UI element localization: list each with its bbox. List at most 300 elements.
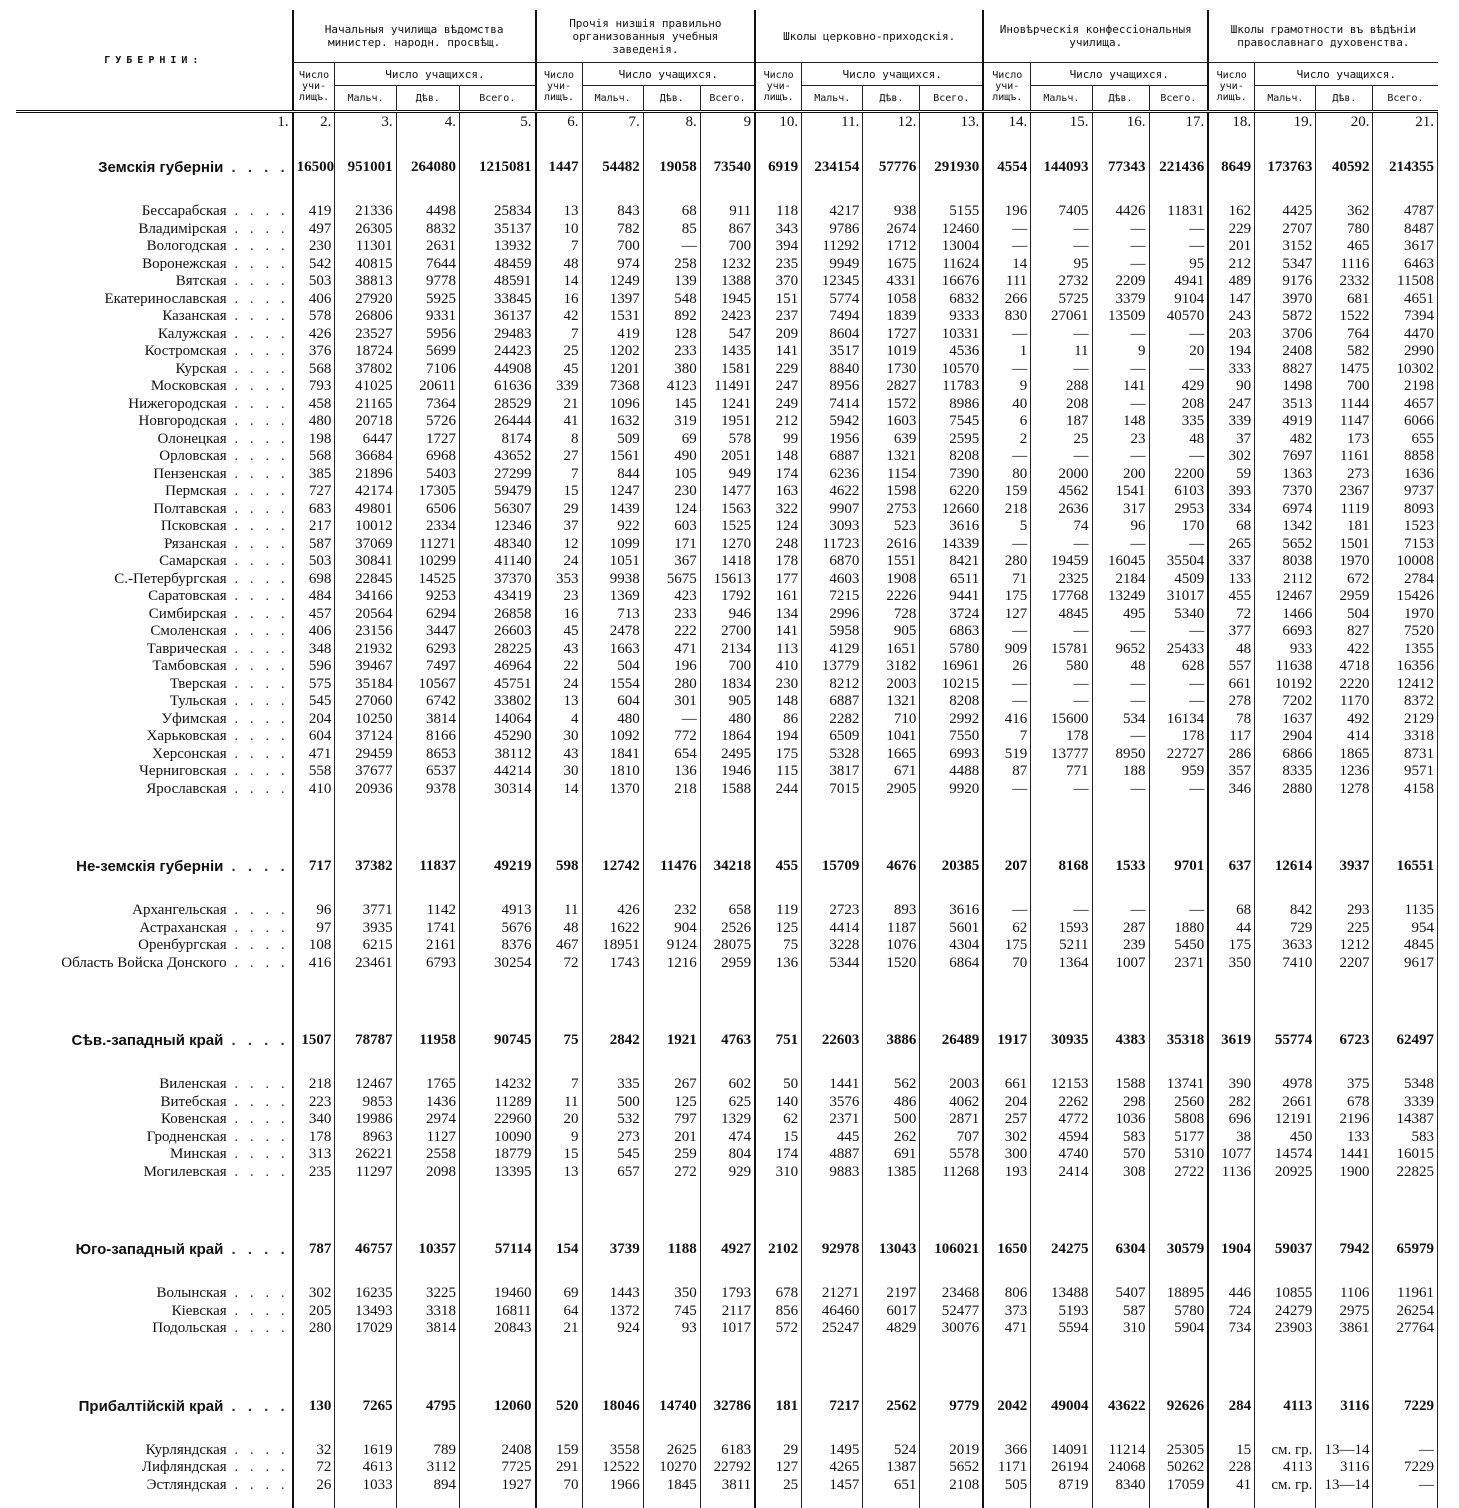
table-cell: 604 (582, 693, 643, 711)
table-cell: — (1149, 623, 1208, 641)
header-gubernii: ГУБЕРНІИ: (16, 10, 293, 112)
table-cell: 523 (863, 518, 920, 536)
table-cell: 93 (643, 1320, 700, 1338)
gubernia-name: Херсонская (152, 746, 226, 762)
table-cell: 698 (293, 571, 335, 589)
table-cell: 148 (755, 693, 801, 711)
header-girls: Дѣв. (1092, 86, 1149, 112)
column-number: 7. (582, 112, 643, 134)
table-cell: 3152 (1255, 238, 1316, 256)
table-cell: 28529 (460, 396, 536, 414)
table-cell: 72 (1208, 606, 1254, 624)
table-cell: 471 (643, 641, 700, 659)
section-total-value: 207 (983, 852, 1031, 882)
table-cell: 247 (755, 378, 801, 396)
table-row: Кіевская . . . . 205 13493 3318 16811 64 1372 745 2117 856 46460 6017 52477 373 5193 587 5780 724 24279 2975 26254 (16, 1303, 1438, 1321)
table-cell: 710 (863, 711, 920, 729)
table-cell: 410 (293, 781, 335, 799)
table-cell: 8335 (1255, 763, 1316, 781)
table-cell: 2674 (863, 221, 920, 239)
table-cell: — (1031, 361, 1092, 379)
table-cell: 10299 (396, 553, 459, 571)
table-cell: 29459 (335, 746, 396, 764)
table-cell: 4129 (802, 641, 863, 659)
section-total-value: 7229 (1373, 1392, 1438, 1422)
table-cell: 205 (293, 1303, 335, 1321)
header-boys: Мальч. (582, 86, 643, 112)
table-cell: 340 (293, 1111, 335, 1129)
table-cell: 8986 (920, 396, 983, 414)
gubernia-name: Виленская (159, 1076, 226, 1092)
table-cell: 5942 (802, 413, 863, 431)
table-cell: 26194 (1031, 1459, 1092, 1477)
table-cell: 974 (582, 256, 643, 274)
table-cell: 343 (755, 221, 801, 239)
table-cell: 4414 (802, 920, 863, 938)
table-cell: 30 (536, 728, 582, 746)
table-cell: 713 (582, 606, 643, 624)
table-cell: 235 (755, 256, 801, 274)
table-cell: 7405 (1031, 203, 1092, 221)
table-cell: 13932 (460, 238, 536, 256)
table-cell: 696 (1208, 1111, 1254, 1129)
table-cell: 1598 (863, 483, 920, 501)
table-cell: 4887 (802, 1146, 863, 1164)
gubernia-name: Самарская (159, 553, 227, 569)
table-cell: 416 (293, 955, 335, 973)
table-cell: 30841 (335, 553, 396, 571)
table-cell: 867 (700, 221, 755, 239)
section-total-value: 12742 (582, 852, 643, 882)
table-cell: 1665 (863, 746, 920, 764)
table-cell: 15 (536, 1146, 582, 1164)
table-cell: 422 (1316, 641, 1373, 659)
header-group-4: Иновѣрческія конфессіональныя училища. (983, 10, 1208, 63)
table-cell: 7545 (920, 413, 983, 431)
table-row: Тамбовская . . . . 596 39467 7497 46964 22 504 196 700 410 13779 3182 16961 26 580 48 628 557 11638 4718 16356 (16, 658, 1438, 676)
section-name: Сѣв.-западный край (72, 1032, 224, 1049)
table-cell: 8840 (802, 361, 863, 379)
section-total-value: 54482 (582, 153, 643, 183)
gubernia-name: Оренбургская (138, 937, 227, 953)
section-total-value: 65979 (1373, 1235, 1438, 1265)
table-cell: 36137 (460, 308, 536, 326)
table-cell: 136 (643, 763, 700, 781)
table-cell: 1201 (582, 361, 643, 379)
table-cell: 30076 (920, 1320, 983, 1338)
table-cell: 1554 (582, 676, 643, 694)
table-cell: 583 (1092, 1129, 1149, 1147)
table-cell: 532 (582, 1111, 643, 1129)
table-cell: 1572 (863, 396, 920, 414)
table-cell: 218 (983, 501, 1031, 519)
table-cell: 2625 (643, 1442, 700, 1460)
header-pupils: Число учащихся. (1255, 63, 1438, 86)
table-cell: 9378 (396, 781, 459, 799)
table-cell: 171 (643, 536, 700, 554)
table-cell: — (1092, 781, 1149, 799)
table-cell: 293 (1316, 902, 1373, 920)
table-cell: 1051 (582, 553, 643, 571)
header-group-1: Начальныя училища вѣдомства министер. народн. просвѣщ. (293, 10, 536, 63)
table-cell: — (1031, 781, 1092, 799)
table-cell: 486 (863, 1094, 920, 1112)
header-pupils: Число учащихся. (802, 63, 984, 86)
header-boys: Мальч. (802, 86, 863, 112)
table-cell: 68 (643, 203, 700, 221)
section-total-value: 55774 (1255, 1026, 1316, 1056)
table-cell: 95 (1149, 256, 1208, 274)
table-cell: 125 (643, 1094, 700, 1112)
table-cell: 175 (1208, 937, 1254, 955)
table-cell: 911 (700, 203, 755, 221)
table-cell: 26 (983, 658, 1031, 676)
table-cell: 46460 (802, 1303, 863, 1321)
table-cell: 12660 (920, 501, 983, 519)
section-total-value: 16551 (1373, 852, 1438, 882)
section-total-value: 34218 (700, 852, 755, 882)
table-cell: 1077 (1208, 1146, 1254, 1164)
section-total-value: 598 (536, 852, 582, 882)
table-cell: 24279 (1255, 1303, 1316, 1321)
table-cell: 1619 (335, 1442, 396, 1460)
table-cell: 218 (293, 1076, 335, 1094)
table-row: Псковская . . . . 217 10012 2334 12346 37 922 603 1525 124 3093 523 3616 5 74 96 170 68 1342 181 1523 (16, 518, 1438, 536)
table-cell: 170 (1149, 518, 1208, 536)
table-cell: 678 (1316, 1094, 1373, 1112)
table-cell: — (1149, 361, 1208, 379)
table-cell: 96 (1092, 518, 1149, 536)
table-cell: 302 (293, 1285, 335, 1303)
table-cell: 7368 (582, 378, 643, 396)
section-total-value: 90745 (460, 1026, 536, 1056)
table-cell: 1712 (863, 238, 920, 256)
table-cell: 33845 (460, 291, 536, 309)
table-cell: — (1031, 326, 1092, 344)
table-cell: 12345 (802, 273, 863, 291)
table-cell: 136 (755, 955, 801, 973)
table-cell: — (1373, 1477, 1438, 1495)
table-cell: 7520 (1373, 623, 1438, 641)
table-cell: 1523 (1373, 518, 1438, 536)
table-cell: 8956 (802, 378, 863, 396)
table-cell: 13779 (802, 658, 863, 676)
table-cell: 734 (1208, 1320, 1254, 1338)
table-row: Оренбургская . . . . 108 6215 2161 8376 467 18951 9124 28075 75 3228 1076 4304 175 5211 239 5450 175 3633 1212 4845 (16, 937, 1438, 955)
table-cell: 5193 (1031, 1303, 1092, 1321)
table-cell: 31017 (1149, 588, 1208, 606)
table-cell: 25247 (802, 1320, 863, 1338)
table-cell: — (1031, 536, 1092, 554)
column-number: 2. (293, 112, 335, 134)
table-cell: 4613 (335, 1459, 396, 1477)
table-cell: 2827 (863, 378, 920, 396)
section-total-value: 49004 (1031, 1392, 1092, 1422)
table-cell: 1278 (1316, 781, 1373, 799)
table-cell: 661 (1208, 676, 1254, 694)
table-cell: 8208 (920, 693, 983, 711)
table-cell: 1531 (582, 308, 643, 326)
table-cell: 9778 (396, 273, 459, 291)
table-cell: 2959 (1316, 588, 1373, 606)
table-cell: 273 (582, 1129, 643, 1147)
spacer-row (16, 1056, 1438, 1076)
table-cell: — (1373, 1442, 1438, 1460)
table-cell: 1212 (1316, 937, 1373, 955)
table-cell: 830 (983, 308, 1031, 326)
table-cell: 370 (755, 273, 801, 291)
table-cell: 48 (536, 920, 582, 938)
table-cell: 117 (1208, 728, 1254, 746)
table-cell: 2098 (396, 1164, 459, 1182)
table-cell: 2478 (582, 623, 643, 641)
table-cell: 856 (755, 1303, 801, 1321)
table-cell: 8604 (802, 326, 863, 344)
section-total-value: 49219 (460, 852, 536, 882)
table-cell: 11292 (802, 238, 863, 256)
table-cell: 6864 (920, 955, 983, 973)
table-cell: 278 (1208, 693, 1254, 711)
table-cell: 237 (755, 308, 801, 326)
header-count: Число учи- лищъ. (1208, 63, 1254, 112)
table-cell: 16235 (335, 1285, 396, 1303)
table-cell: 426 (582, 902, 643, 920)
table-cell: 26806 (335, 308, 396, 326)
table-cell: 5340 (1149, 606, 1208, 624)
table-cell: 13004 (920, 238, 983, 256)
table-cell: 7390 (920, 466, 983, 484)
table-cell: 2371 (802, 1111, 863, 1129)
table-row: Область Войска Донского . . . . 416 23461 6793 30254 72 1743 1216 2959 136 5344 1520 6864 70 1364 1007 2371 350 7410 2207 9617 (16, 955, 1438, 973)
table-cell: 954 (1373, 920, 1438, 938)
table-cell: 1675 (863, 256, 920, 274)
section-total-value: 1447 (536, 153, 582, 183)
table-cell: 259 (643, 1146, 700, 1164)
table-cell: 9571 (1373, 763, 1438, 781)
table-row: Курская . . . . 568 37802 7106 44908 45 1201 380 1581 229 8840 1730 10570 — — — — 333 8827 1475 10302 (16, 361, 1438, 379)
table-cell: 9253 (396, 588, 459, 606)
table-cell: 5676 (460, 920, 536, 938)
table-cell: 524 (863, 1442, 920, 1460)
table-cell: 1966 (582, 1477, 643, 1495)
section-total-row: Юго-западный край . . . . 787 46757 10357 57114 154 3739 1188 4927 2102 92978 13043 106021 1650 24275 6304 30579 1904 59037 7942 65979 (16, 1235, 1438, 1265)
table-cell: 480 (582, 711, 643, 729)
section-total-value: 951001 (335, 153, 396, 183)
table-cell: 2198 (1373, 378, 1438, 396)
table-cell: 10570 (920, 361, 983, 379)
table-cell: — (643, 238, 700, 256)
table-cell: 3633 (1255, 937, 1316, 955)
gubernia-name: Казанская (162, 308, 226, 324)
table-cell: 1241 (700, 396, 755, 414)
table-cell: 13493 (335, 1303, 396, 1321)
section-total-value: 16500 (293, 153, 335, 183)
column-number: 1. (16, 112, 293, 134)
table-cell: 13777 (1031, 746, 1092, 764)
section-total-value: 751 (755, 1026, 801, 1056)
table-row: Эстляндская . . . . 26 1033 894 1927 70 1966 1845 3811 25 1457 651 2108 505 8719 8340 17059 41 см. гр. 13—14 — (16, 1477, 1438, 1495)
table-cell: 9652 (1092, 641, 1149, 659)
table-cell: 1 (983, 343, 1031, 361)
table-cell: 80 (983, 466, 1031, 484)
gubernia-name: Черниговская (139, 763, 227, 779)
table-cell: — (1031, 221, 1092, 239)
table-cell: 2 (983, 431, 1031, 449)
gubernia-name: Лифляндская (142, 1459, 227, 1475)
table-cell: 147 (1208, 291, 1254, 309)
table-cell: 4829 (863, 1320, 920, 1338)
table-cell: 678 (755, 1285, 801, 1303)
table-cell: 406 (293, 623, 335, 641)
table-cell: 1663 (582, 641, 643, 659)
section-total-value: 2042 (983, 1392, 1031, 1422)
table-cell: 41140 (460, 553, 536, 571)
spacer-row (16, 1338, 1438, 1392)
table-cell: 16676 (920, 273, 983, 291)
section-total-value: 6919 (755, 153, 801, 183)
table-cell: 68 (1208, 902, 1254, 920)
table-cell: 26858 (460, 606, 536, 624)
table-cell: 18724 (335, 343, 396, 361)
table-cell: 1036 (1092, 1111, 1149, 1129)
column-number: 10. (755, 112, 801, 134)
table-cell: 728 (863, 606, 920, 624)
section-total-value: 1921 (643, 1026, 700, 1056)
table-cell: 3339 (1373, 1094, 1438, 1112)
table-cell: 672 (1316, 571, 1373, 589)
table-cell: 700 (700, 658, 755, 676)
table-cell: 24068 (1092, 1459, 1149, 1477)
table-cell: см. гр. (1255, 1442, 1316, 1460)
gubernia-name: Харьковская (147, 728, 227, 744)
table-cell: 2423 (700, 308, 755, 326)
table-cell: 19986 (335, 1111, 396, 1129)
table-cell: 580 (1031, 658, 1092, 676)
table-cell: 233 (643, 606, 700, 624)
table-cell: 393 (1208, 483, 1254, 501)
table-cell: 20 (536, 1111, 582, 1129)
table-cell: 604 (293, 728, 335, 746)
table-cell: — (1092, 536, 1149, 554)
table-cell: — (1149, 693, 1208, 711)
table-cell: 262 (863, 1129, 920, 1147)
column-number: 20. (1316, 112, 1373, 134)
section-name: Земскія губерніи (98, 159, 223, 176)
table-cell: 247 (1208, 396, 1254, 414)
column-number: 15. (1031, 112, 1092, 134)
table-cell: 25433 (1149, 641, 1208, 659)
table-cell: 273 (1316, 466, 1373, 484)
table-cell: 175 (755, 746, 801, 764)
header-girls: Дѣв. (1316, 86, 1373, 112)
table-cell: 5403 (396, 466, 459, 484)
table-cell: 1127 (396, 1129, 459, 1147)
table-cell: 1951 (700, 413, 755, 431)
table-cell: 222 (643, 623, 700, 641)
table-cell: 7497 (396, 658, 459, 676)
section-total-row: Прибалтійскій край . . . . 130 7265 4795 12060 520 18046 14740 32786 181 7217 2562 9779 2042 49004 43622 92626 284 4113 3116 7229 (16, 1392, 1438, 1422)
table-cell: 15613 (700, 571, 755, 589)
table-cell: 141 (755, 343, 801, 361)
table-cell: 2371 (1149, 955, 1208, 973)
table-cell: 367 (643, 553, 700, 571)
table-cell: 86 (755, 711, 801, 729)
table-cell: 45 (536, 623, 582, 641)
section-total-value: 4113 (1255, 1392, 1316, 1422)
spacer-row (16, 183, 1438, 203)
spacer-row (16, 972, 1438, 1026)
table-cell: 2631 (396, 238, 459, 256)
table-cell: 127 (983, 606, 1031, 624)
table-cell: 13 (536, 693, 582, 711)
table-cell: 9176 (1255, 273, 1316, 291)
table-cell: — (1031, 448, 1092, 466)
table-cell: 42174 (335, 483, 396, 501)
table-cell: 2558 (396, 1146, 459, 1164)
header-boys: Мальч. (1255, 86, 1316, 112)
table-cell: 500 (863, 1111, 920, 1129)
table-cell: 2161 (396, 937, 459, 955)
header-total: Всего. (920, 86, 983, 112)
table-cell: 43 (536, 641, 582, 659)
table-row: Смоленская . . . . 406 23156 3447 26603 45 2478 222 2700 141 5958 905 6863 — — — — 377 6693 827 7520 (16, 623, 1438, 641)
table-cell: 350 (1208, 955, 1254, 973)
table-cell: 423 (643, 588, 700, 606)
table-cell: 2408 (1255, 343, 1316, 361)
table-cell: 1522 (1316, 308, 1373, 326)
table-cell: 8093 (1373, 501, 1438, 519)
table-cell: 1593 (1031, 920, 1092, 938)
table-cell: 2953 (1149, 501, 1208, 519)
table-cell: 34166 (335, 588, 396, 606)
table-cell: 85 (643, 221, 700, 239)
table-cell: 419 (582, 326, 643, 344)
table-cell: 37124 (335, 728, 396, 746)
table-cell: 20564 (335, 606, 396, 624)
table-cell: 4913 (460, 902, 536, 920)
header-group-3: Школы церковно-приходскія. (755, 10, 983, 63)
table-cell: 61636 (460, 378, 536, 396)
table-cell: 6220 (920, 483, 983, 501)
table-cell: 350 (643, 1285, 700, 1303)
table-cell: 465 (1316, 238, 1373, 256)
table-cell: 15600 (1031, 711, 1092, 729)
table-cell: 62 (983, 920, 1031, 938)
table-row: Казанская . . . . 578 26806 9331 36137 42 1531 892 2423 237 7494 1839 9333 830 27061 13509 40570 243 5872 1522 7394 (16, 308, 1438, 326)
table-cell: 2753 (863, 501, 920, 519)
table-cell: 1632 (582, 413, 643, 431)
table-cell: 72 (293, 1459, 335, 1477)
table-cell: 16134 (1149, 711, 1208, 729)
table-cell: 18779 (460, 1146, 536, 1164)
table-cell: 1900 (1316, 1164, 1373, 1182)
table-cell: 4265 (802, 1459, 863, 1477)
table-cell: 8858 (1373, 448, 1438, 466)
table-cell: 208 (1149, 396, 1208, 414)
section-total-value: 520 (536, 1392, 582, 1422)
column-number: 16. (1092, 112, 1149, 134)
table-cell: 1170 (1316, 693, 1373, 711)
table-cell: 797 (643, 1111, 700, 1129)
table-cell: 2990 (1373, 343, 1438, 361)
table-cell: 727 (293, 483, 335, 501)
table-cell: 2108 (920, 1477, 983, 1495)
table-cell: 8832 (396, 221, 459, 239)
section-total-value: 18046 (582, 1392, 643, 1422)
table-cell: 625 (700, 1094, 755, 1112)
gubernia-name: Кіевская (172, 1303, 227, 1319)
table-cell: 14091 (1031, 1442, 1092, 1460)
